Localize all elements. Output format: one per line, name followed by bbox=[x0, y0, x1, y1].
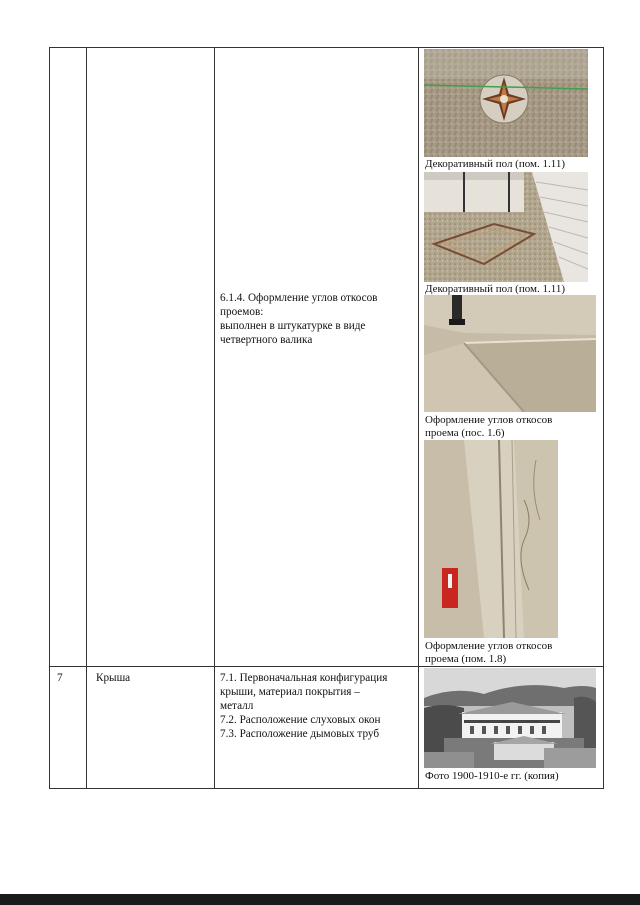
item-6-1-4-heading: 6.1.4. Оформление углов откосов bbox=[220, 292, 378, 304]
item-6-1-4-line3: выполнен в штукатурке в виде bbox=[220, 320, 366, 332]
item-6-1-4-line2: проемов: bbox=[220, 306, 264, 318]
historic-photo-caption: Фото 1900-1910-е гг. (копия) bbox=[425, 770, 559, 782]
photo-1-caption: Декоративный пол (пом. 1.11) bbox=[425, 158, 565, 170]
photo-3-caption-line1: Оформление углов откосов bbox=[425, 414, 553, 426]
row-name: Крыша bbox=[96, 672, 131, 684]
photo-2-caption: Декоративный пол (пом. 1.11) bbox=[425, 283, 565, 295]
scan-bottom-edge bbox=[0, 894, 640, 905]
roof-item-5: 7.3. Расположение дымовых труб bbox=[220, 728, 380, 740]
roof-item-2: крыши, материал покрытия – bbox=[220, 686, 360, 698]
roof-item-3: металл bbox=[220, 700, 254, 712]
photo-reveal-corner-2 bbox=[424, 440, 558, 638]
photo-4-caption-line2: проема (пом. 1.8) bbox=[425, 653, 507, 665]
photo-decorative-floor-rose bbox=[424, 49, 588, 157]
photo-decorative-floor-border bbox=[424, 172, 588, 282]
photo-reveal-corner-1 bbox=[424, 295, 596, 412]
photo-4-caption-line1: Оформление углов откосов bbox=[425, 640, 553, 652]
photo-3-caption-line2: проема (пос. 1.6) bbox=[425, 427, 505, 439]
photo-historic-building bbox=[424, 668, 596, 768]
roof-item-1: 7.1. Первоначальная конфигурация bbox=[220, 672, 388, 684]
roof-item-4: 7.2. Расположение слуховых окон bbox=[220, 714, 381, 726]
item-6-1-4-line4: четвертного валика bbox=[220, 334, 313, 346]
row-number: 7 bbox=[57, 672, 63, 684]
